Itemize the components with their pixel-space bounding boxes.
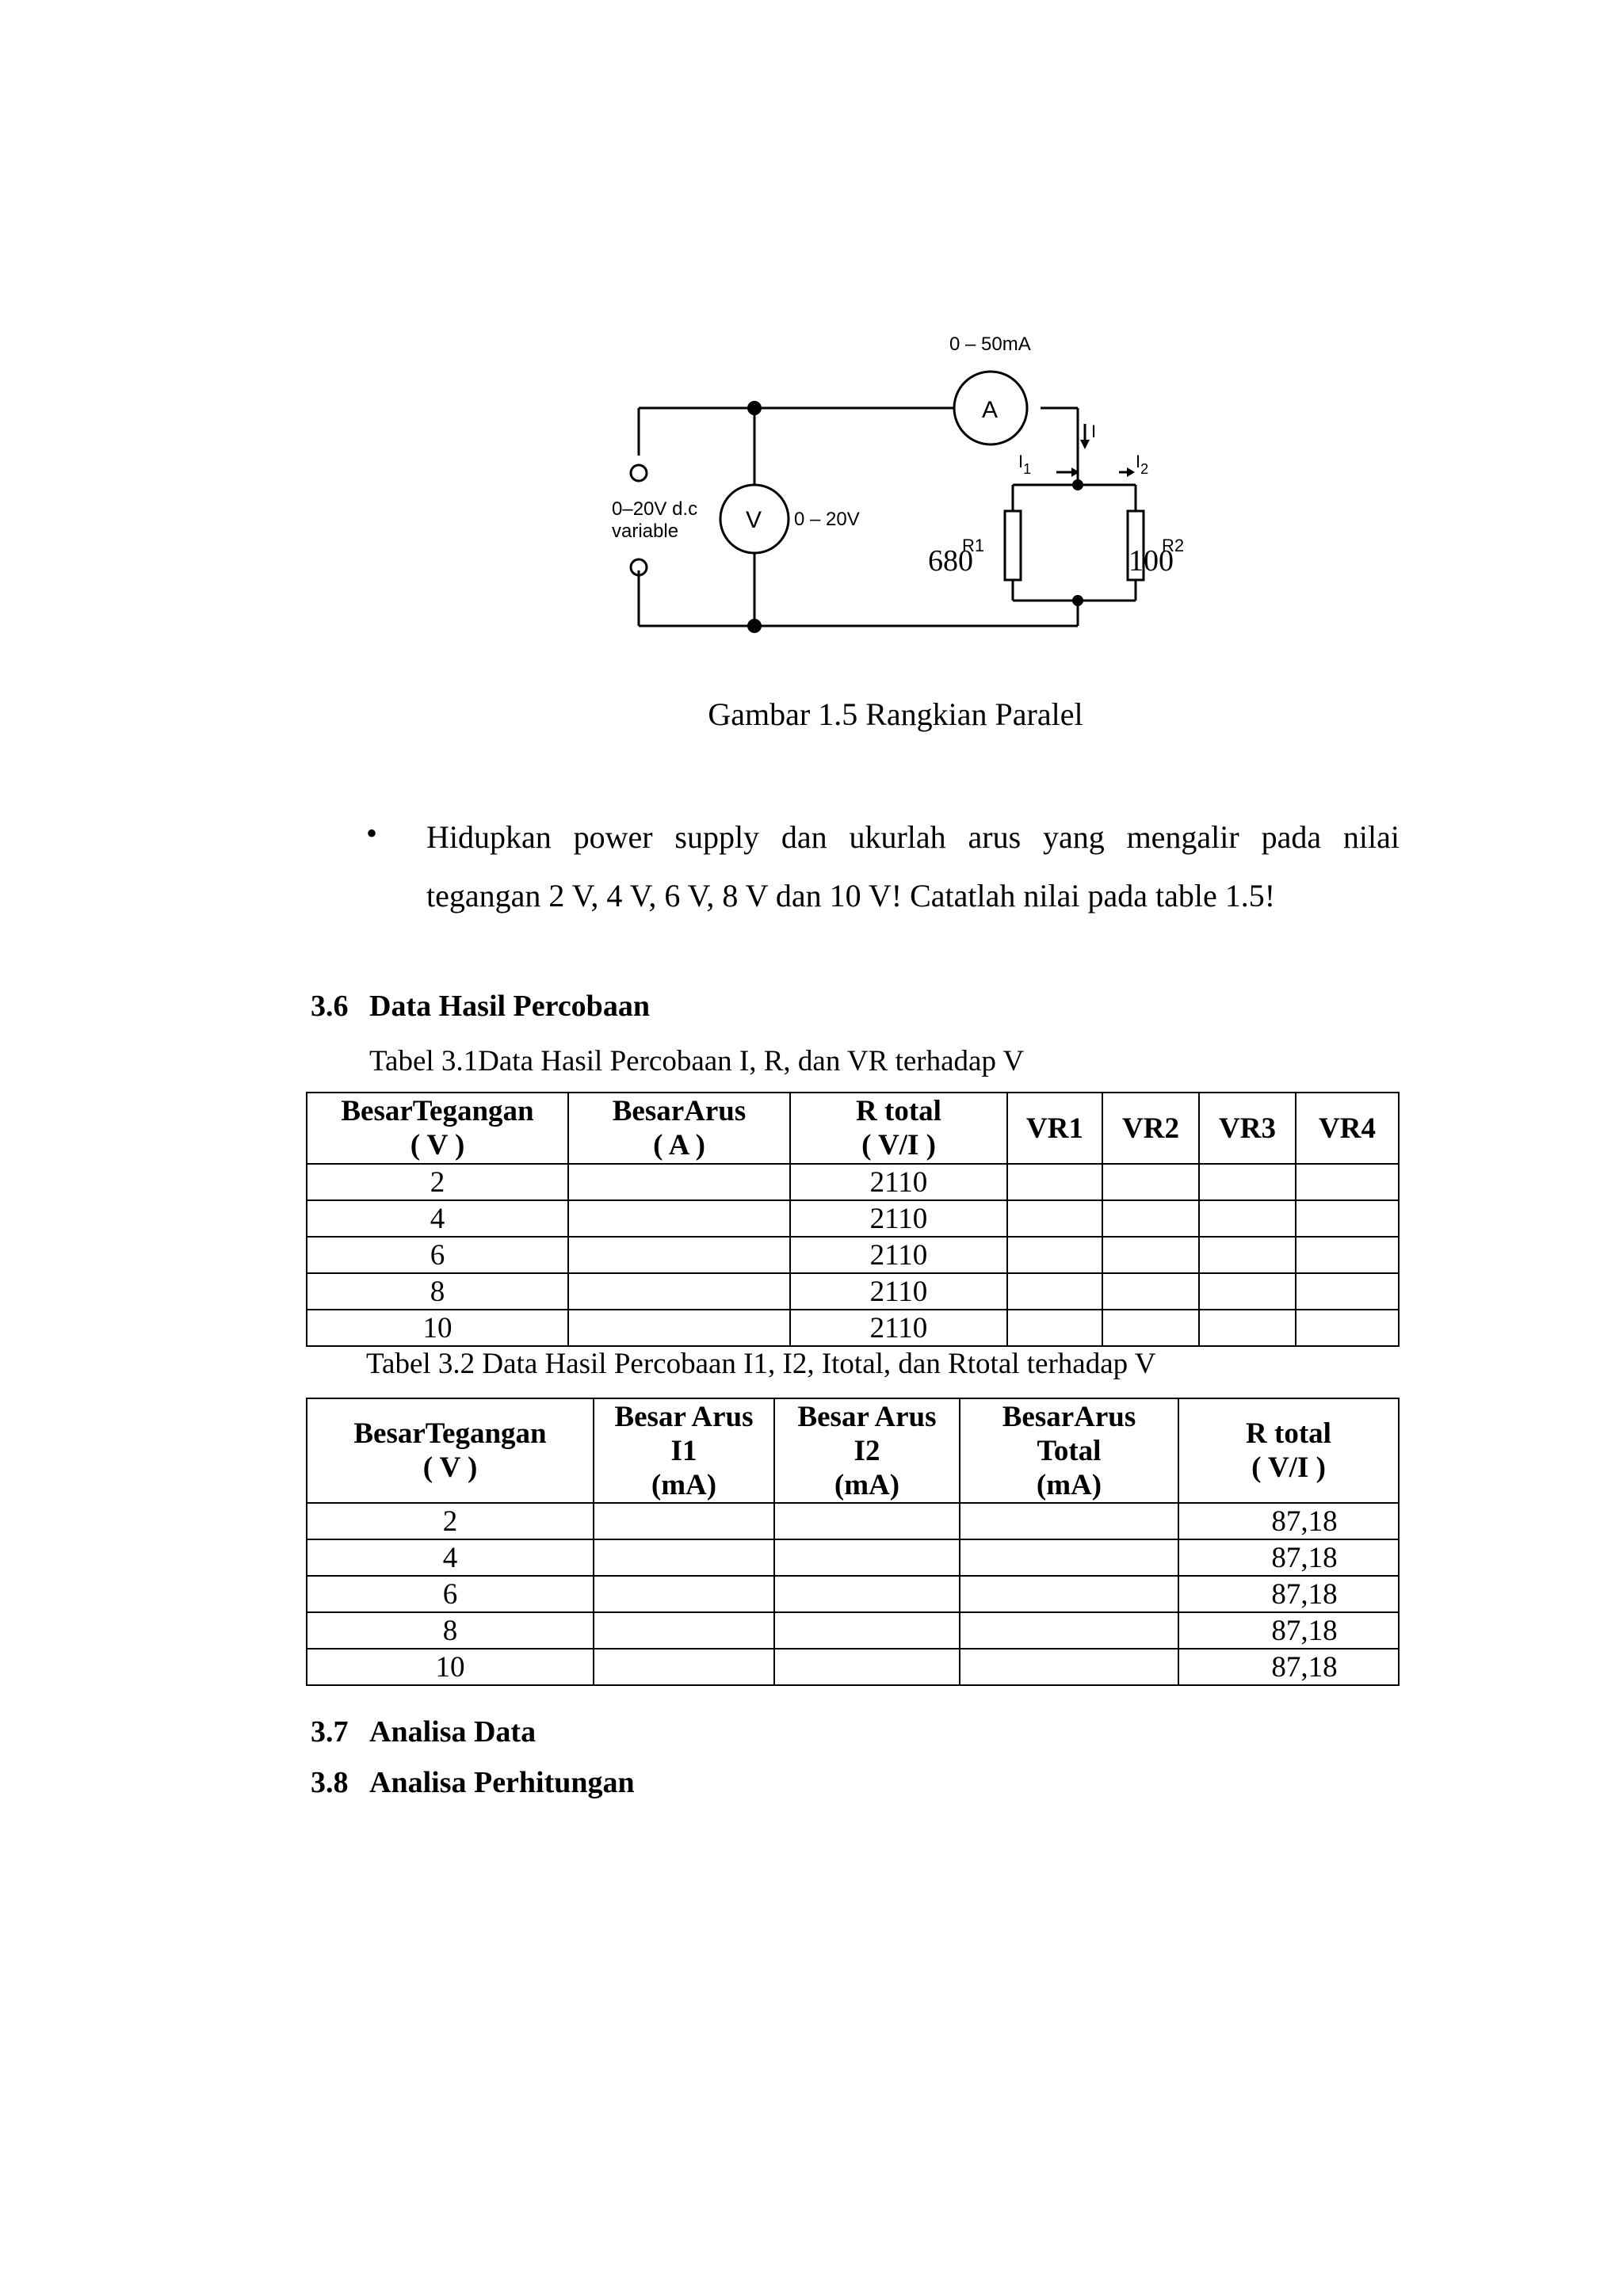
instruction-line-2: tegangan 2 V, 4 V, 6 V, 8 V dan 10 V! Catatlah nilai pada table 1.5! <box>426 878 1276 913</box>
table-header-cell: VR1 <box>1007 1093 1102 1164</box>
instruction-paragraph <box>426 808 1400 925</box>
r2-label: R2 <box>1162 536 1185 555</box>
table-cell: 2110 <box>790 1273 1007 1310</box>
table-row <box>307 1273 1399 1310</box>
table-cell <box>1199 1310 1296 1346</box>
table-cell: 87,18 <box>1178 1503 1399 1539</box>
table-cell <box>594 1612 774 1649</box>
supply-label-line2: variable <box>612 521 679 542</box>
table-2 <box>306 1398 1400 1686</box>
table-cell: 87,18 <box>1178 1576 1399 1612</box>
table-cell: 2110 <box>790 1310 1007 1346</box>
current-i1-label: $I_1$ <box>1018 452 1032 477</box>
table-cell <box>774 1539 960 1576</box>
table-cell <box>960 1649 1178 1685</box>
table-cell <box>1007 1164 1102 1200</box>
table-row <box>307 1539 1399 1576</box>
table-cell <box>774 1576 960 1612</box>
table-cell <box>594 1539 774 1576</box>
table-cell <box>594 1503 774 1539</box>
current-i2-label: $I_2$ <box>1136 452 1149 477</box>
bullet-symbol: • <box>366 815 378 851</box>
table-cell: 4 <box>307 1200 568 1237</box>
table-cell <box>1296 1273 1399 1310</box>
ammeter-symbol: A <box>982 397 999 423</box>
ammeter-range-label: 0 – 50mA <box>949 334 1031 355</box>
table-cell: 10 <box>307 1310 568 1346</box>
voltmeter-symbol: V <box>746 507 762 533</box>
table-cell <box>1102 1164 1199 1200</box>
table-header-cell: VR2 <box>1102 1093 1199 1164</box>
table-header-cell: BesarTegangan ( V ) <box>307 1093 568 1164</box>
section-3-7-heading: 3.7 Analisa Data <box>311 1715 537 1749</box>
r2-value: 100 <box>1128 544 1174 578</box>
table-cell <box>1102 1273 1199 1310</box>
table-row <box>307 1503 1399 1539</box>
table-cell <box>568 1200 790 1237</box>
table-cell <box>774 1612 960 1649</box>
table-cell <box>1199 1273 1296 1310</box>
table-cell <box>594 1649 774 1685</box>
table-2-header-row <box>307 1398 1399 1503</box>
table-cell <box>1102 1310 1199 1346</box>
table-cell: 2 <box>307 1164 568 1200</box>
section-3-8-heading: 3.8 Analisa Perhitungan <box>311 1766 635 1799</box>
table-cell <box>1296 1310 1399 1346</box>
table-cell: 8 <box>307 1612 594 1649</box>
table-row <box>307 1612 1399 1649</box>
table-cell <box>1296 1237 1399 1273</box>
table-header-cell: BesarArus ( A ) <box>568 1093 790 1164</box>
table-header-cell: R total ( V/I ) <box>790 1093 1007 1164</box>
table-cell <box>1199 1237 1296 1273</box>
table-cell: 87,18 <box>1178 1649 1399 1685</box>
table-cell <box>1007 1200 1102 1237</box>
table-cell <box>568 1273 790 1310</box>
table-header-cell: BesarArus Total (mA) <box>960 1398 1178 1503</box>
table-cell: 8 <box>307 1273 568 1310</box>
table-cell <box>568 1237 790 1273</box>
table-1 <box>306 1092 1400 1347</box>
table-cell <box>960 1503 1178 1539</box>
table-cell: 6 <box>307 1576 594 1612</box>
table-cell <box>1007 1273 1102 1310</box>
table-cell <box>1199 1164 1296 1200</box>
table-row <box>307 1237 1399 1273</box>
voltmeter-range-label: 0 – 20V <box>794 509 860 530</box>
table-cell <box>1296 1200 1399 1237</box>
table-row <box>307 1310 1399 1346</box>
table-header-cell: R total ( V/I ) <box>1178 1398 1399 1503</box>
table-header-cell: VR4 <box>1296 1093 1399 1164</box>
supply-label-line1: 0–20V d.c <box>612 498 698 520</box>
table-cell: 87,18 <box>1178 1539 1399 1576</box>
table-cell: 2 <box>307 1503 594 1539</box>
table-cell <box>960 1612 1178 1649</box>
table-2-caption: Tabel 3.2 Data Hasil Percobaan I1, I2, Itotal, dan Rtotal terhadap V <box>366 1348 1156 1380</box>
table-cell: 2110 <box>790 1200 1007 1237</box>
table-cell <box>774 1503 960 1539</box>
table-cell <box>1102 1200 1199 1237</box>
table-cell <box>1007 1310 1102 1346</box>
table-cell: 4 <box>307 1539 594 1576</box>
table-cell <box>1199 1200 1296 1237</box>
table-row <box>307 1164 1399 1200</box>
table-header-cell: BesarTegangan ( V ) <box>307 1398 594 1503</box>
table-cell: 2110 <box>790 1164 1007 1200</box>
table-row <box>307 1576 1399 1612</box>
table-cell: 2110 <box>790 1237 1007 1273</box>
r1-label: R1 <box>962 536 985 555</box>
table-row <box>307 1649 1399 1685</box>
table-cell: 6 <box>307 1237 568 1273</box>
table-header-cell: VR3 <box>1199 1093 1296 1164</box>
table-cell <box>960 1539 1178 1576</box>
r1-value: 680 <box>928 544 973 578</box>
table-row <box>307 1200 1399 1237</box>
table-cell <box>960 1576 1178 1612</box>
table-header-cell: Besar Arus I2 (mA) <box>774 1398 960 1503</box>
table-1-caption: Tabel 3.1Data Hasil Percobaan I, R, dan VR terhadap V <box>369 1045 1025 1077</box>
section-3-6-heading: 3.6 Data Hasil Percobaan <box>311 990 650 1023</box>
table-cell <box>774 1649 960 1685</box>
table-header-cell: Besar Arus I1 (mA) <box>594 1398 774 1503</box>
instruction-line-1: Hidupkan power supply dan ukurlah arus yang mengalir pada nilai <box>426 819 1400 855</box>
table-cell <box>1007 1237 1102 1273</box>
table-cell: 87,18 <box>1178 1612 1399 1649</box>
table-cell <box>1296 1164 1399 1200</box>
figure-caption: Gambar 1.5 Rangkian Paralel <box>708 696 1083 732</box>
table-cell <box>1102 1237 1199 1273</box>
table-1-header-row <box>307 1093 1399 1164</box>
current-i-label: I <box>1091 421 1097 441</box>
table-cell <box>568 1164 790 1200</box>
table-cell <box>568 1310 790 1346</box>
table-cell: 10 <box>307 1649 594 1685</box>
parallel-circuit-diagram <box>0 0 1623 673</box>
table-cell <box>594 1576 774 1612</box>
